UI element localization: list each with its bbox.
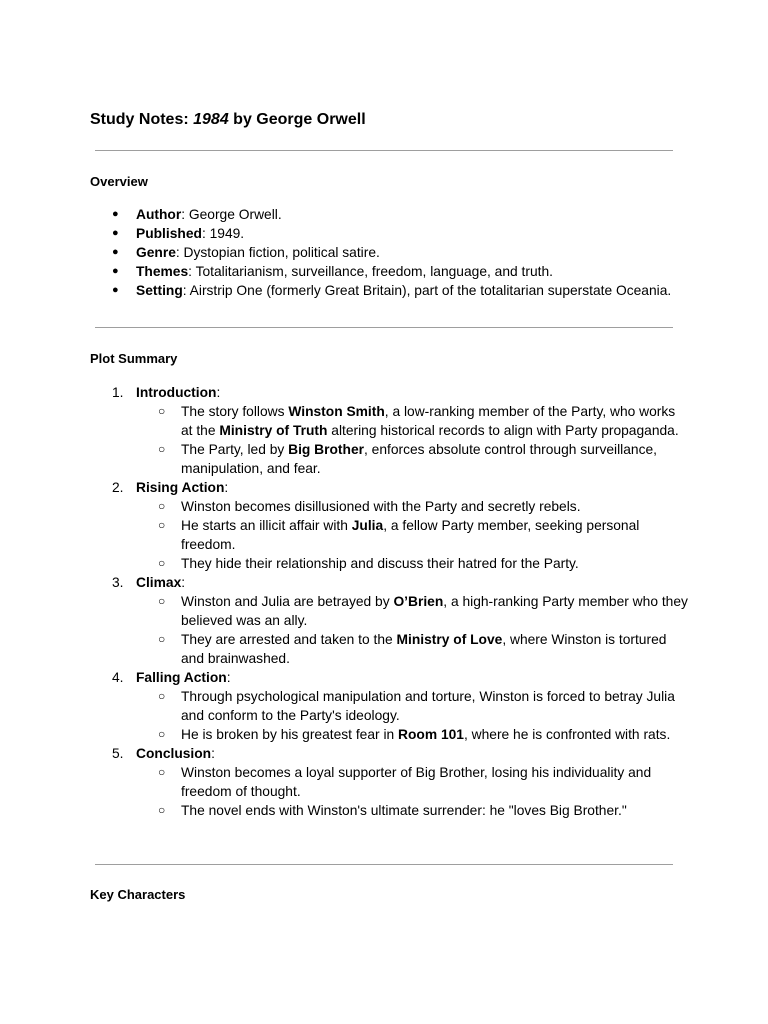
point-emphasis: O’Brien	[393, 594, 444, 609]
section-label: Conclusion	[136, 746, 212, 761]
page-title	[90, 110, 366, 130]
bullet-icon: ●	[112, 246, 119, 258]
overview-heading: Overview	[90, 174, 148, 189]
overview-text: : Dystopian fiction, political satire.	[175, 245, 380, 260]
section-label: Climax	[136, 575, 182, 590]
bullet-icon: ●	[112, 284, 119, 296]
point-emphasis: Ministry of Love	[396, 632, 503, 647]
divider-2	[95, 327, 673, 328]
overview-label: Author	[136, 207, 182, 222]
section-colon: :	[181, 575, 186, 590]
point-text: Winston becomes a loyal supporter of Big Brother, losing his individuality and freedom of thought.	[181, 765, 652, 799]
point-text: They hide their relationship and discuss their hatred for the Party.	[181, 556, 579, 571]
overview-text: : George Orwell.	[181, 207, 282, 222]
plot-point	[136, 725, 690, 744]
section-label: Falling Action	[136, 670, 227, 685]
circle-bullet-icon: ○	[158, 594, 166, 608]
plot-section	[90, 573, 690, 668]
plot-list	[90, 383, 690, 820]
bullet-icon: ●	[112, 227, 119, 239]
overview-text: : 1949.	[201, 226, 245, 241]
circle-bullet-icon: ○	[158, 727, 166, 741]
overview-text: : Totalitarianism, surveillance, freedom, language, and truth.	[188, 264, 553, 279]
section-colon: :	[226, 670, 231, 685]
circle-bullet-icon: ○	[158, 404, 166, 418]
overview-label: Genre	[136, 245, 176, 260]
plot-point	[136, 763, 690, 801]
overview-label: Themes	[136, 264, 189, 279]
plot-section	[90, 478, 690, 573]
section-number: 5.	[112, 746, 124, 761]
section-points	[136, 402, 690, 478]
plot-point	[136, 402, 690, 440]
plot-section	[90, 744, 690, 820]
circle-bullet-icon: ○	[158, 442, 166, 456]
circle-bullet-icon: ○	[158, 765, 166, 779]
section-number: 2.	[112, 480, 124, 495]
point-text: , a low-ranking member of the Party, who works at the	[181, 404, 676, 438]
overview-list	[90, 205, 690, 300]
divider-1	[95, 150, 673, 151]
circle-bullet-icon: ○	[158, 803, 166, 817]
point-text: The Party, led by	[181, 442, 289, 457]
bullet-icon: ●	[112, 208, 119, 220]
section-points	[136, 687, 690, 744]
plot-section	[90, 668, 690, 744]
point-text: , enforces absolute control through surveillance, manipulation, and fear.	[181, 442, 657, 476]
point-emphasis: Julia	[351, 518, 384, 533]
point-emphasis: Ministry of Truth	[219, 423, 328, 438]
plot-point	[136, 554, 690, 573]
section-points	[136, 497, 690, 573]
point-text: Through psychological manipulation and torture, Winston is forced to betray Julia and conform to the Party's ideology.	[181, 689, 675, 723]
title-prefix: Study Notes:	[90, 111, 194, 128]
divider-3	[95, 864, 673, 865]
plot-point	[136, 687, 690, 725]
section-number: 1.	[112, 385, 124, 400]
overview-item	[90, 205, 690, 224]
point-emphasis: Winston Smith	[288, 404, 385, 419]
overview-label: Setting	[136, 283, 183, 298]
overview-item	[90, 243, 690, 262]
plot-point	[136, 630, 690, 668]
overview-item	[90, 281, 690, 300]
section-colon: :	[224, 480, 229, 495]
overview-item	[90, 262, 690, 281]
circle-bullet-icon: ○	[158, 518, 166, 532]
circle-bullet-icon: ○	[158, 556, 166, 570]
point-text: They are arrested and taken to the	[181, 632, 397, 647]
section-number: 4.	[112, 670, 124, 685]
title-book: 1984	[193, 111, 229, 128]
point-text: , where Winston is tortured and brainwashed.	[181, 632, 667, 666]
plot-point	[136, 497, 690, 516]
section-label: Rising Action	[136, 480, 225, 495]
plot-section	[90, 383, 690, 478]
point-text: He is broken by his greatest fear in	[181, 727, 399, 742]
section-number: 3.	[112, 575, 124, 590]
plot-point	[136, 592, 690, 630]
point-emphasis: Big Brother	[288, 442, 364, 457]
plot-heading: Plot Summary	[90, 351, 178, 366]
point-text: , a high-ranking Party member who they believed was an ally.	[181, 594, 688, 628]
overview-text: : Airstrip One (formerly Great Britain), part of the totalitarian superstate Oceania.	[182, 283, 672, 298]
point-text: Winston and Julia are betrayed by	[181, 594, 394, 609]
point-emphasis: Room 101	[398, 727, 464, 742]
section-label: Introduction	[136, 385, 217, 400]
point-text: The story follows	[181, 404, 289, 419]
plot-point	[136, 440, 690, 478]
characters-heading: Key Characters	[90, 887, 186, 902]
point-text: , where he is confronted with rats.	[463, 727, 671, 742]
point-text: The novel ends with Winston's ultimate surrender: he "loves Big Brother."	[181, 803, 627, 818]
bullet-icon: ●	[112, 265, 119, 277]
circle-bullet-icon: ○	[158, 499, 166, 513]
section-points	[136, 592, 690, 668]
section-colon: :	[211, 746, 215, 761]
section-colon: :	[216, 385, 221, 400]
point-text: Winston becomes disillusioned with the Party and secretly rebels.	[181, 499, 581, 514]
point-text: He starts an illicit affair with	[181, 518, 352, 533]
section-points	[136, 763, 690, 820]
overview-label: Published	[136, 226, 202, 241]
point-text: , a fellow Party member, seeking personal freedom.	[181, 518, 640, 552]
overview-item	[90, 224, 690, 243]
circle-bullet-icon: ○	[158, 632, 166, 646]
circle-bullet-icon: ○	[158, 689, 166, 703]
title-suffix: by George Orwell	[228, 111, 366, 128]
plot-point	[136, 516, 690, 554]
plot-point	[136, 801, 690, 820]
point-text: altering historical records to align with Party propaganda.	[327, 423, 679, 438]
